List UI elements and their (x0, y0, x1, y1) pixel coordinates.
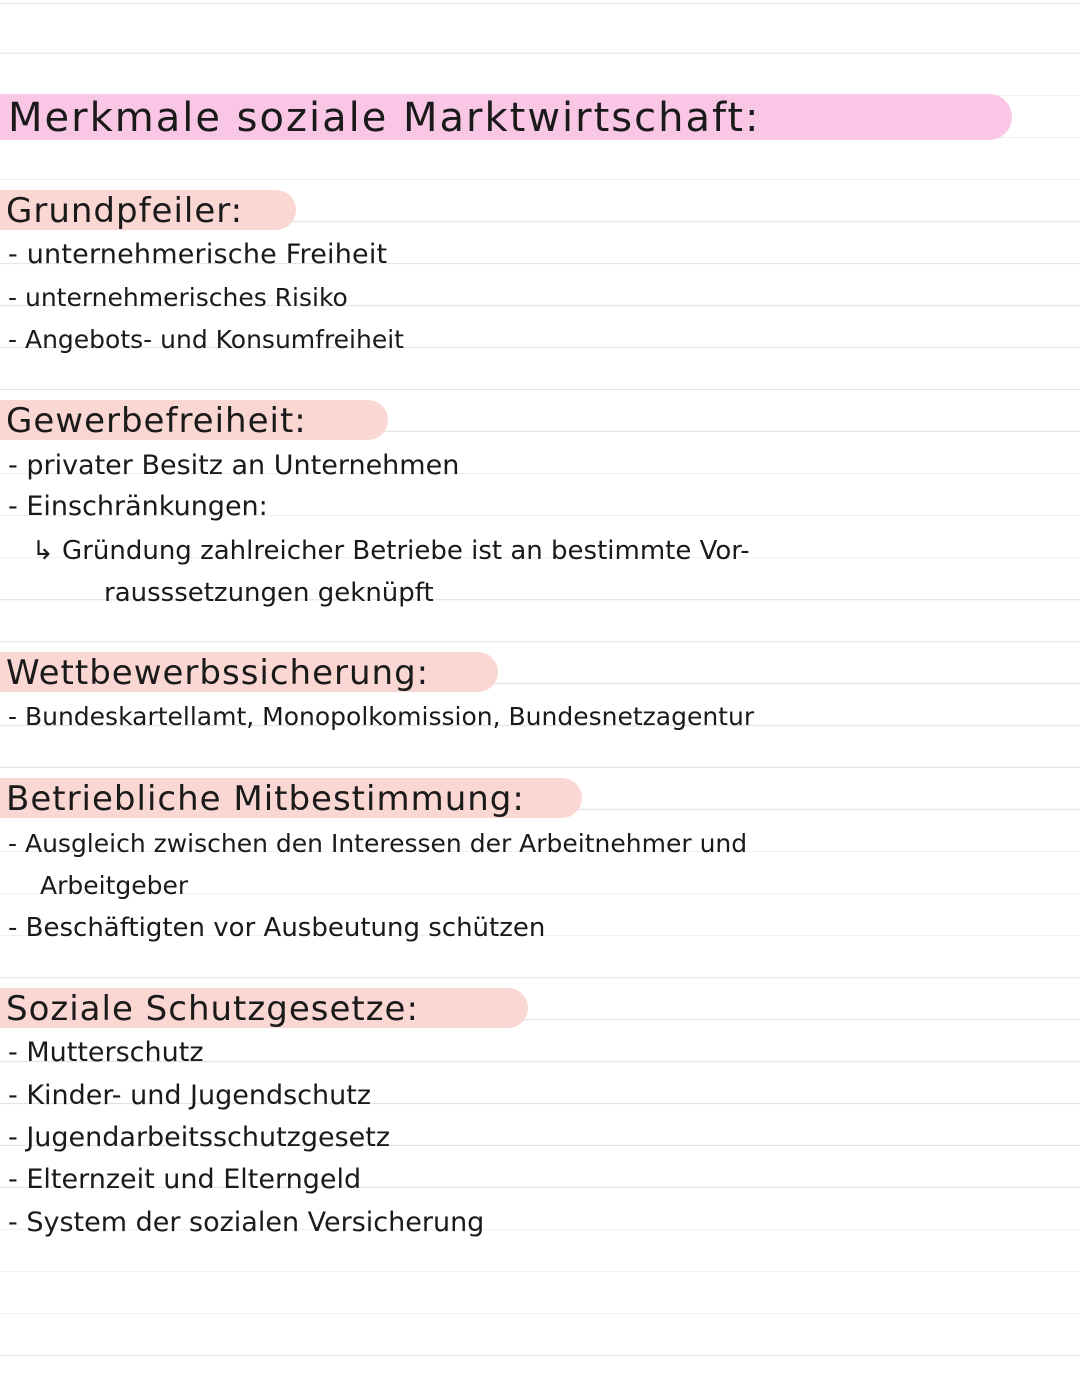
section-heading-wettbewerbssicherung: Wettbewerbssicherung: (0, 652, 498, 692)
section-heading-gewerbefreiheit: Gewerbefreiheit: (0, 400, 388, 440)
list-item: - Beschäftigten vor Ausbeutung schützen (8, 913, 546, 943)
list-item: - System der sozialen Versicherung (8, 1207, 485, 1238)
list-item: - privater Besitz an Unternehmen (8, 450, 460, 481)
list-item: - unternehmerische Freiheit (8, 239, 388, 270)
page-title: Merkmale soziale Marktwirtschaft: (8, 95, 761, 141)
list-item: rausssetzungen geknüpft (104, 578, 434, 608)
list-item: Arbeitgeber (40, 871, 189, 900)
list-item: - Elternzeit und Elterngeld (8, 1164, 362, 1195)
list-item: - Kinder- und Jugendschutz (8, 1080, 372, 1111)
list-item: - Jugendarbeitsschutzgesetz (8, 1122, 391, 1153)
list-item: - Einschränkungen: (8, 491, 268, 522)
list-item: - unternehmerisches Risiko (8, 283, 348, 312)
list-item: - Angebots- und Konsumfreiheit (8, 325, 404, 354)
title-highlight (0, 94, 1012, 140)
section-heading-grundpfeiler: Grundpfeiler: (0, 190, 296, 230)
section-heading-betriebliche-mitbestimmung: Betriebliche Mitbestimmung: (0, 778, 582, 818)
list-item: - Ausgleich zwischen den Interessen der Arbeitnehmer und (8, 829, 748, 858)
section-heading-soziale-schutzgesetze: Soziale Schutzgesetze: (0, 988, 528, 1028)
list-item: - Mutterschutz (8, 1037, 204, 1068)
list-item: ↳ Gründung zahlreicher Betriebe ist an bestimmte Vor- (32, 536, 750, 566)
list-item: - Bundeskartellamt, Monopolkomission, Bundesnetzagentur (8, 702, 755, 731)
